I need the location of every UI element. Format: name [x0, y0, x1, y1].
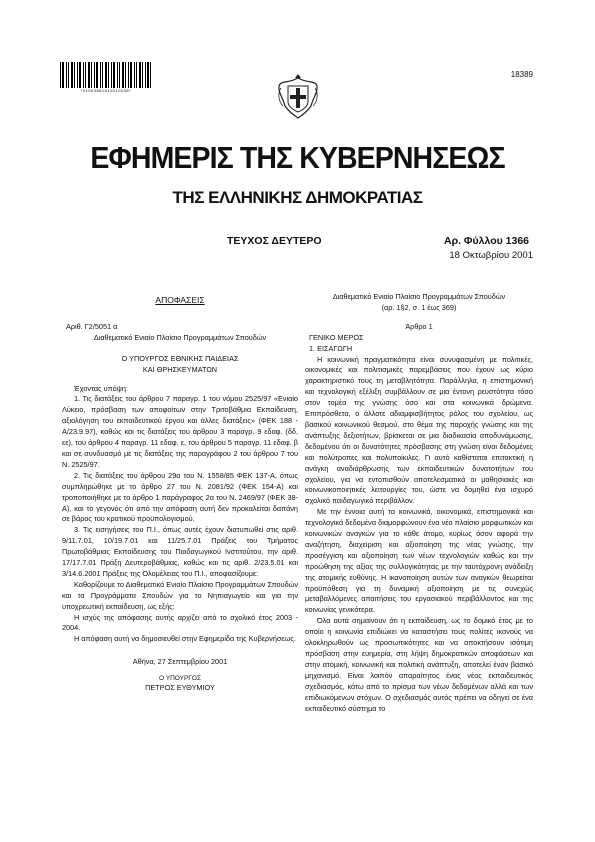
decision-subject: Διαθεματικό Ενιαίο Πλαίσιο Προγραμμάτων Σπουδών [93, 332, 267, 342]
body-paragraph-1: Η κοινωνική πραγματικότητα είναι συνυφασμένη με πολιτικές, οικονομικές και πολιτισμικές παρεμβάσεις που έχουν ως κύριο χαρακτηριστικό τους τη μεταβλητότητα. Παράλληλα, η επιστημονική και τεχνολογική εξέλιξη συμβάλλουν σε μια έντονη ρευστότητα τόσο στον τομέα της γνώσης όσο και στα κοινωνικά δρώμενα. Επιπρόσθετα, ο άλλοτε αδιαμφισβήτητος ρόλος του σχολείου, ως βασικού κοινωνικού θεσμού, στο θέμα της παροχής γνώσης και της ανάπτυξης δεξιοτήτων, βρίσκεται σε μια διαδικασία αποδυνάμωσης, δεδομένου ότι οι δυνατότητες πρόσβασης στη γνώση είναι δεδομένες και πολύτροπες και πολυποίκιλες. Γι αυτό καθίσταται επιτακτική η ανάγκη αναδιάρθρωσης των εκπαιδευτικών δυνατοτήτων του σχολείου, για να εντοπισθούν αποτελεσματικά οι μαθησιακές και κοινωνικοποιητικές λειτουργίες του, ώστε να δομηθεί ένα ισχυρό σχολικό παιδαγωγικό περιβάλλον. [305, 354, 533, 506]
section-heading: ΑΠΟΦΑΣΕΙΣ [155, 295, 205, 305]
paragraph-5: Η ισχύς της απόφασης αυτής αρχίζει από το σχολικό έτος 2003 - 2004. [62, 612, 298, 633]
gazette-subtitle: ΤΗΣ ΕΛΛΗΝΙΚΗΣ ΔΗΜΟΚΡΑΤΙΑΣ [172, 188, 423, 207]
general-part-heading: ΓΕΝΙΚΟ ΜΕΡΟΣ [309, 332, 364, 342]
barcode [60, 62, 152, 92]
minister-heading-1: Ο ΥΠΟΥΡΓΟΣ ΕΘΝΙΚΗΣ ΠΑΙΔΕΙΑΣ [121, 353, 239, 363]
barcode-number: *01003661810010008* [80, 88, 132, 93]
pages-reference: (αρ. 1§2, σ. 1 έως 369) [381, 302, 457, 312]
paragraph-1: 1. Τις διατάξεις του άρθρου 7 παραγρ. 1 του νόμου 2525/97 «Ενιαίο Λύκειο, πρόσβαση των αποφοίτων στην Τριτοβάθμια Εκπαίδευση, αξιολόγηση του εκπαιδευτικού έργου και άλλες διατάξεις» (ΦΕΚ 188 - Α/23.9.97), καθώς και τις διατάξεις του άρθρου 3 παραγρ. 9 εδαφ. (δδ, εε), του άρθρου 4 παραγρ. 11 εδαφ. ε, του άρθρου 5 παραγρ. 11 εδαφ. β και σε συνδυασμό με τις διατάξεις της παραγράφου 2 του άρθρου 7 του Ν. 2525/97. [62, 394, 298, 469]
paragraph-2: 2. Τις διατάξεις του άρθρου 29α του Ν. 1558/85 ΦΕΚ 137-Α, όπως συμπληρώθηκε με το άρθρο 27 του Ν. 2081/92 (ΦΕΚ 154-Α) και τροποποιήθηκε με το άρθρο 1 παράγραφος 2α του Ν. 2469/97 (ΦΕΚ 38-Α), και το γεγονός ότι από την απόφαση αυτή δεν προκαλείται δαπάνη σε βάρος του κρατικού προϋπολογισμού. [62, 470, 298, 524]
framework-title: Διαθεματικό Ενιαίο Πλαίσιο Προγραμμάτων Σπουδών [332, 292, 506, 301]
body-paragraph-3: Όλα αυτά σημαίνουν ότι η εκπαίδευση, ως το δομικό έτος με το οποίο η κοινωνία επιδιώκει να καταστήσει τους πολίτες ικανούς να ολοκληρωθούν ως προσωπικότητες και να αποκτήσουν ισότιμη πρόσβαση στην ευημερία, στη λήψη δημοκρατικών αποφάσεων και στην ατομική, κοινωνική και πολιτική ανάπτυξη, αποτελεί έναν βασικό μηχανισμό. Είναι λοιπόν απαραίτητος ένας νέος εκπαιδευτικός σχεδιασμός, κάτω από το πρίσμα των νέων δεδομένων αλλά και των επιδιωκόμενων στόχων. Ο σχεδιασμός αυτός πρέπει να οδηγεί σε ένα εκπαιδευτικό σύστημα το [305, 616, 533, 713]
barcode-bars [60, 62, 152, 88]
body-paragraph-2: Με την έννοια αυτή τα κοινωνικά, οικονομικά, επιστημονικά και τεχνολογικά δεδομένα διαμορφώνουν ένα νέο πλαίσιο μορφωτικών και κοινωνικών αναγκών για το κάθε άτομο, κυρίως όσον αφορά την αναζήτηση, διαχείριση και αξιοποίηση της νέας γνώσης, την προσέγγιση και αξιοποίηση των νέων τεχνολογιών καθώς και την προώθηση της αξίας της συλλογικότητας με την ταυτόχρονη ανάδειξη της ατομικής ευθύνης. Η ικανοποίηση αυτών των αναγκών θεωρείται προϋπόθεση για τη δυναμική αξιοποίηση με τις συνεχώς μεταβαλλόμενες απαιτήσεις του εργασιακού περιβάλλοντος και της κοινωνίας γενικότερα. [305, 507, 533, 615]
left-column [62, 295, 298, 694]
article-heading: Άρθρο 1 [405, 321, 433, 331]
minister-name: ΠΕΤΡΟΣ ΕΥΘΥΜΙΟΥ [145, 683, 215, 693]
sheet-number: Αρ. Φύλλου 1366 [444, 235, 529, 247]
minister-heading-2: ΚΑΙ ΘΡΗΣΚΕΥΜΑΤΩΝ [142, 364, 218, 374]
paragraph-6: Η απόφαση αυτή να δημοσιευθεί στην Εφημερίδα της Κυβερνήσεως. [74, 634, 296, 644]
issue-label: ΤΕΥΧΟΣ ΔΕΥΤΕΡΟ [227, 235, 322, 247]
page-number: 18389 [510, 70, 533, 79]
signature-place-date: Αθήνα, 27 Σεπτεμβρίου 2001 [132, 657, 228, 667]
gazette-title: ΕΦΗΜΕΡΙΣ ΤΗΣ ΚΥΒΕΡΝΗΣΕΩΣ [90, 140, 505, 175]
minister-title: Ο ΥΠΟΥΡΓΟΣ [159, 675, 201, 683]
paragraph-4: Καθορίζουμε το Διαθεματικό Ενιαίο Πλαίσιο Προγραμμάτων Σπουδών και τα Προγράμματα Σπουδών για το Νηπιαγωγείο και για την υποχρεωτική εκπαίδευση, ως εξής: [62, 579, 298, 611]
right-column [305, 292, 533, 714]
greek-coat-of-arms-icon [275, 72, 321, 120]
having-regard: Έχοντας υπόψη: [74, 383, 128, 393]
paragraph-3: 3. Τις εισηγήσεις του Π.Ι., όπως αυτές έχουν διατυπωθεί στις αριθ. 9/11.7.01, 10/19.7.01 και 11/25.7.01 Πράξεις του Τμήματος Πρωτοβάθμιας Εκπαίδευσης του Παιδαγωγικού Ινστιτούτου, την αριθ. 17/17.7.01 Πράξη Δευτεροβάθμιας, καθώς και τις αριθ. 2/23.5.01 και 3/14.6.2001 Πράξεις της Ολομέλειας του Π.Ι., αποφασίζουμε: [62, 525, 298, 578]
introduction-heading: 1. ΕΙΣΑΓΩΓΗ [309, 343, 353, 353]
decision-ref-number: Αριθ. Γ2/5051 α [66, 321, 118, 331]
issue-date: 18 Οκτωβρίου 2001 [449, 250, 533, 261]
